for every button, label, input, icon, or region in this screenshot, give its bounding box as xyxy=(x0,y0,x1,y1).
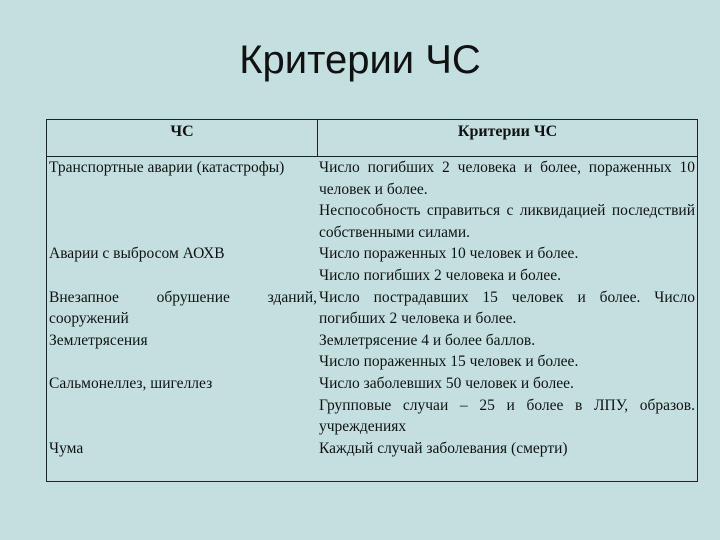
row-type-salmonellosis: Сальмонеллез, шигеллез xyxy=(49,374,213,392)
criteria-salmonellosis-1: Число заболевших 50 человек и более. xyxy=(319,374,574,392)
emergency-type-column xyxy=(47,157,317,481)
criteria-chemical-1: Число пораженных 10 человек и более. xyxy=(319,245,579,263)
criteria-collapse-1: Число пострадавших 15 человек и более. Число погибших 2 человека и более. xyxy=(319,288,695,328)
row-type-transport: Транспортные аварии (катастрофы) xyxy=(49,159,285,176)
criteria-earthquake-2: Число пораженных 15 человек и более. xyxy=(319,353,579,371)
row-type-collapse: Внезапное обрушение зданий, сооружений xyxy=(49,288,317,328)
row-type-chemical: Аварии с выбросом АОХВ xyxy=(49,245,225,263)
table-header xyxy=(47,120,697,157)
criteria-chemical-2: Число погибших 2 человека и более. xyxy=(319,266,561,284)
criteria-salmonellosis-2: Групповые случаи – 25 и более в ЛПУ, образов. учреждениях xyxy=(319,396,695,436)
row-type-earthquake: Землетрясения xyxy=(49,331,148,349)
criteria-earthquake-1: Землетрясение 4 и более баллов. xyxy=(319,331,536,349)
criteria-transport-2: Неспособность справиться с ликвидацией последствий собственными силами. xyxy=(319,202,695,241)
criteria-transport-1: Число погибших 2 человека и более, пораженных 10 человек и более. xyxy=(319,159,695,198)
header-emergency-type: ЧС xyxy=(47,120,318,156)
criteria-column xyxy=(317,157,697,481)
header-criteria: Критерии ЧС xyxy=(457,123,558,140)
criteria-plague-1: Каждый случай заболевания (смерти) xyxy=(319,439,568,457)
slide-title: Критерии ЧС xyxy=(239,38,481,82)
table-bottom-padding xyxy=(319,459,695,481)
row-type-plague: Чума xyxy=(49,439,84,457)
table-body xyxy=(47,157,697,481)
criteria-table xyxy=(46,119,698,482)
